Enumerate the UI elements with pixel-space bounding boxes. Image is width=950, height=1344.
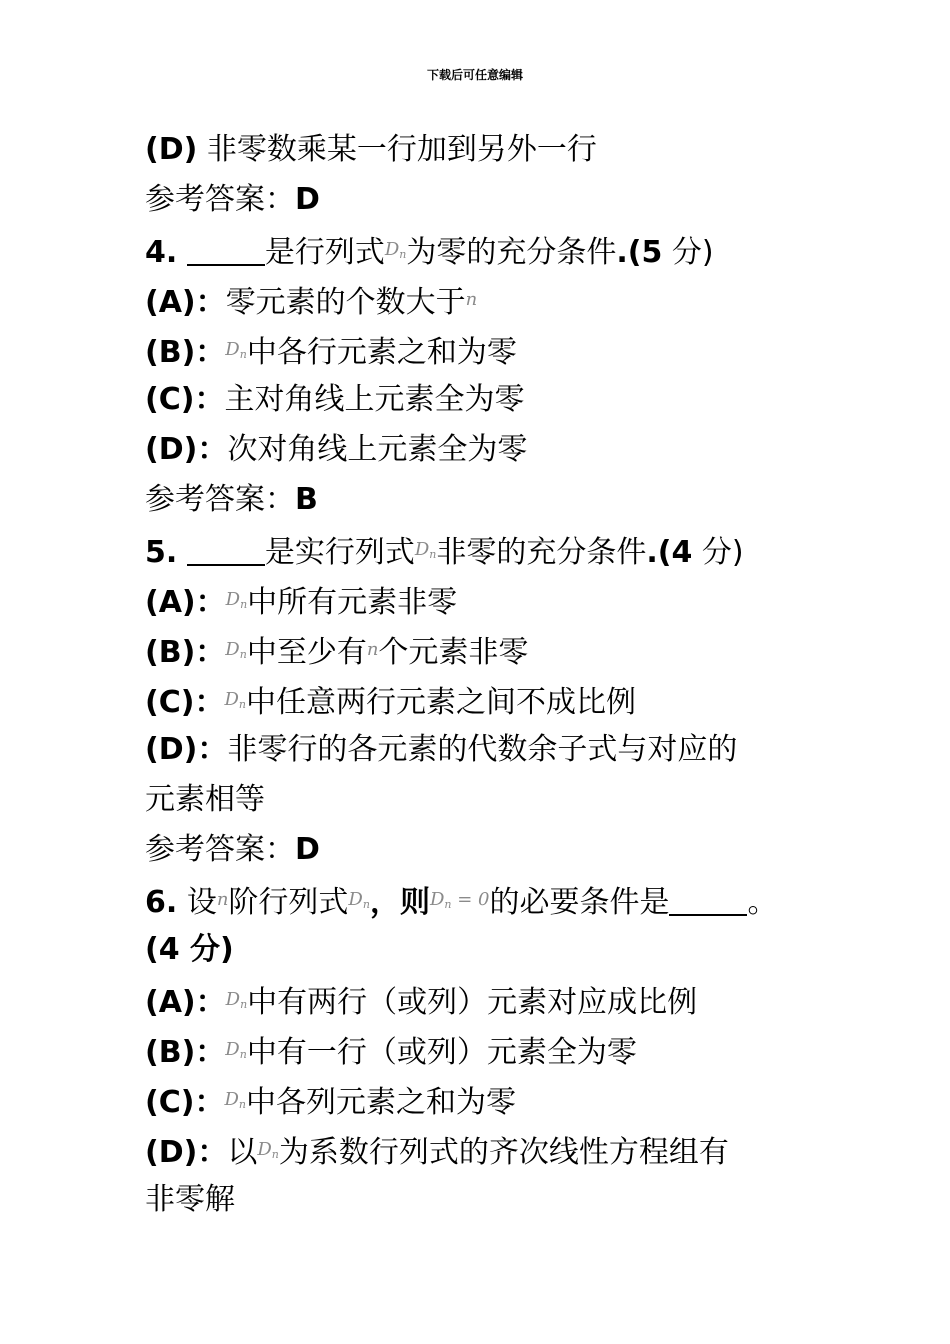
- points-unit: 分): [671, 235, 714, 270]
- option-text: 非零解: [145, 1182, 235, 1217]
- option-text: 零元素的个数大于: [225, 285, 466, 320]
- option-label: (B)：: [145, 1035, 226, 1070]
- points-value: .(5: [616, 235, 663, 270]
- q5-option-c: [145, 678, 865, 728]
- option-text: 中有一行（或列）元素全为零: [246, 1035, 637, 1070]
- q6-option-d: [145, 1128, 865, 1178]
- math-dn: Dn: [224, 689, 246, 711]
- question-6: [145, 878, 865, 928]
- option-label: (C)：: [145, 1085, 225, 1120]
- answer-value: D: [295, 182, 320, 217]
- answer-4: [145, 478, 865, 528]
- question-text: 的必要条件是: [489, 885, 670, 920]
- math-dn: Dn: [414, 539, 437, 561]
- option-label: (A)：: [145, 585, 226, 620]
- option-text: 以: [227, 1135, 258, 1170]
- option-label: (D)：: [145, 1135, 228, 1170]
- question-number: 5.: [145, 535, 178, 570]
- q5-option-d-continued: [145, 778, 865, 828]
- question-text: 。: [747, 885, 778, 920]
- option-text: 中所有元素非零: [247, 585, 458, 620]
- q6-option-b: [145, 1028, 865, 1078]
- math-dn: Dn: [348, 889, 370, 911]
- option-text: 非零行的各元素的代数余子式与对应的: [227, 732, 738, 767]
- option-text: 中任意两行元素之间不成比例: [245, 685, 636, 720]
- question-number: 6.: [145, 885, 178, 920]
- math-dn: Dn: [384, 239, 407, 261]
- question-number: 4.: [145, 235, 178, 270]
- option-text: 中各列元素之和为零: [245, 1085, 516, 1120]
- question-text: 是行列式: [264, 235, 385, 270]
- question-6-points: (4 分): [145, 932, 234, 967]
- option-label: (B)：: [145, 335, 226, 370]
- option-label: (D)：: [145, 732, 228, 767]
- option-label: (C)：: [145, 382, 225, 417]
- answer-5: [145, 828, 865, 878]
- option-label: (C)：: [145, 685, 225, 720]
- question-text: 设: [186, 885, 217, 920]
- option-text: 个元素非零: [378, 635, 529, 670]
- option-label: (D): [145, 132, 198, 167]
- math-dn: Dn: [257, 1139, 279, 1161]
- answer-blank: [187, 534, 265, 566]
- answer-blank: [669, 884, 747, 916]
- q4-option-d: [145, 428, 865, 478]
- answer-value: B: [295, 482, 318, 517]
- answer-blank: [187, 234, 265, 266]
- q4-option-c: [145, 378, 865, 428]
- math-dn: Dn: [224, 1089, 246, 1111]
- q5-option-a: [145, 578, 865, 628]
- option-label: (A)：: [145, 985, 226, 1020]
- math-dn: Dn: [225, 1039, 247, 1061]
- answer-value: D: [295, 832, 320, 867]
- option-label: (D)：: [145, 432, 228, 467]
- answer-prefix: 参考答案：: [145, 182, 295, 217]
- math-n: n: [366, 639, 379, 660]
- q4-option-a: [145, 278, 865, 328]
- q6-option-d-continued: [145, 1178, 865, 1228]
- option-label: (A)：: [145, 285, 226, 320]
- math-n: n: [216, 889, 229, 910]
- option-text: 为系数行列式的齐次线性方程组有: [278, 1135, 729, 1170]
- math-n: n: [465, 289, 478, 310]
- question-text: 阶行列式: [228, 885, 349, 920]
- answer-3: [145, 178, 865, 228]
- math-dn: Dn: [225, 589, 248, 611]
- question-text: 非零的充分条件: [436, 535, 647, 570]
- option-text: 中至少有: [246, 635, 367, 670]
- question-5: [145, 528, 865, 578]
- q6-option-c: [145, 1078, 865, 1128]
- math-dn: Dn: [225, 339, 247, 361]
- option-text: 元素相等: [145, 782, 265, 817]
- points-unit: 分): [701, 535, 744, 570]
- math-dn-eq-0: Dn = 0: [429, 889, 490, 911]
- q3-option-d: [145, 128, 865, 178]
- question-text: 为零的充分条件: [406, 235, 617, 270]
- option-label: (B)：: [145, 635, 226, 670]
- option-text: 中有两行（或列）元素对应成比例: [247, 985, 698, 1020]
- page-header: 下载后可任意编辑: [426, 68, 523, 82]
- math-dn: Dn: [225, 639, 247, 661]
- answer-prefix: 参考答案：: [145, 832, 295, 867]
- q5-option-d: [145, 728, 865, 778]
- option-text: 非零数乘某一行加到另外一行: [206, 132, 597, 167]
- option-text: 中各行元素之和为零: [246, 335, 517, 370]
- option-text: 次对角线上元素全为零: [227, 432, 528, 467]
- math-dn: Dn: [225, 989, 248, 1011]
- points-value: .(4: [646, 535, 693, 570]
- answer-prefix: 参考答案：: [145, 482, 295, 517]
- question-4: [145, 228, 865, 278]
- option-text: 主对角线上元素全为零: [224, 382, 525, 417]
- q5-option-b: [145, 628, 865, 678]
- question-text: 是实行列式: [264, 535, 415, 570]
- document-body: [145, 128, 865, 1228]
- question-text: ，则: [369, 885, 430, 920]
- q4-option-b: [145, 328, 865, 378]
- q6-option-a: [145, 978, 865, 1028]
